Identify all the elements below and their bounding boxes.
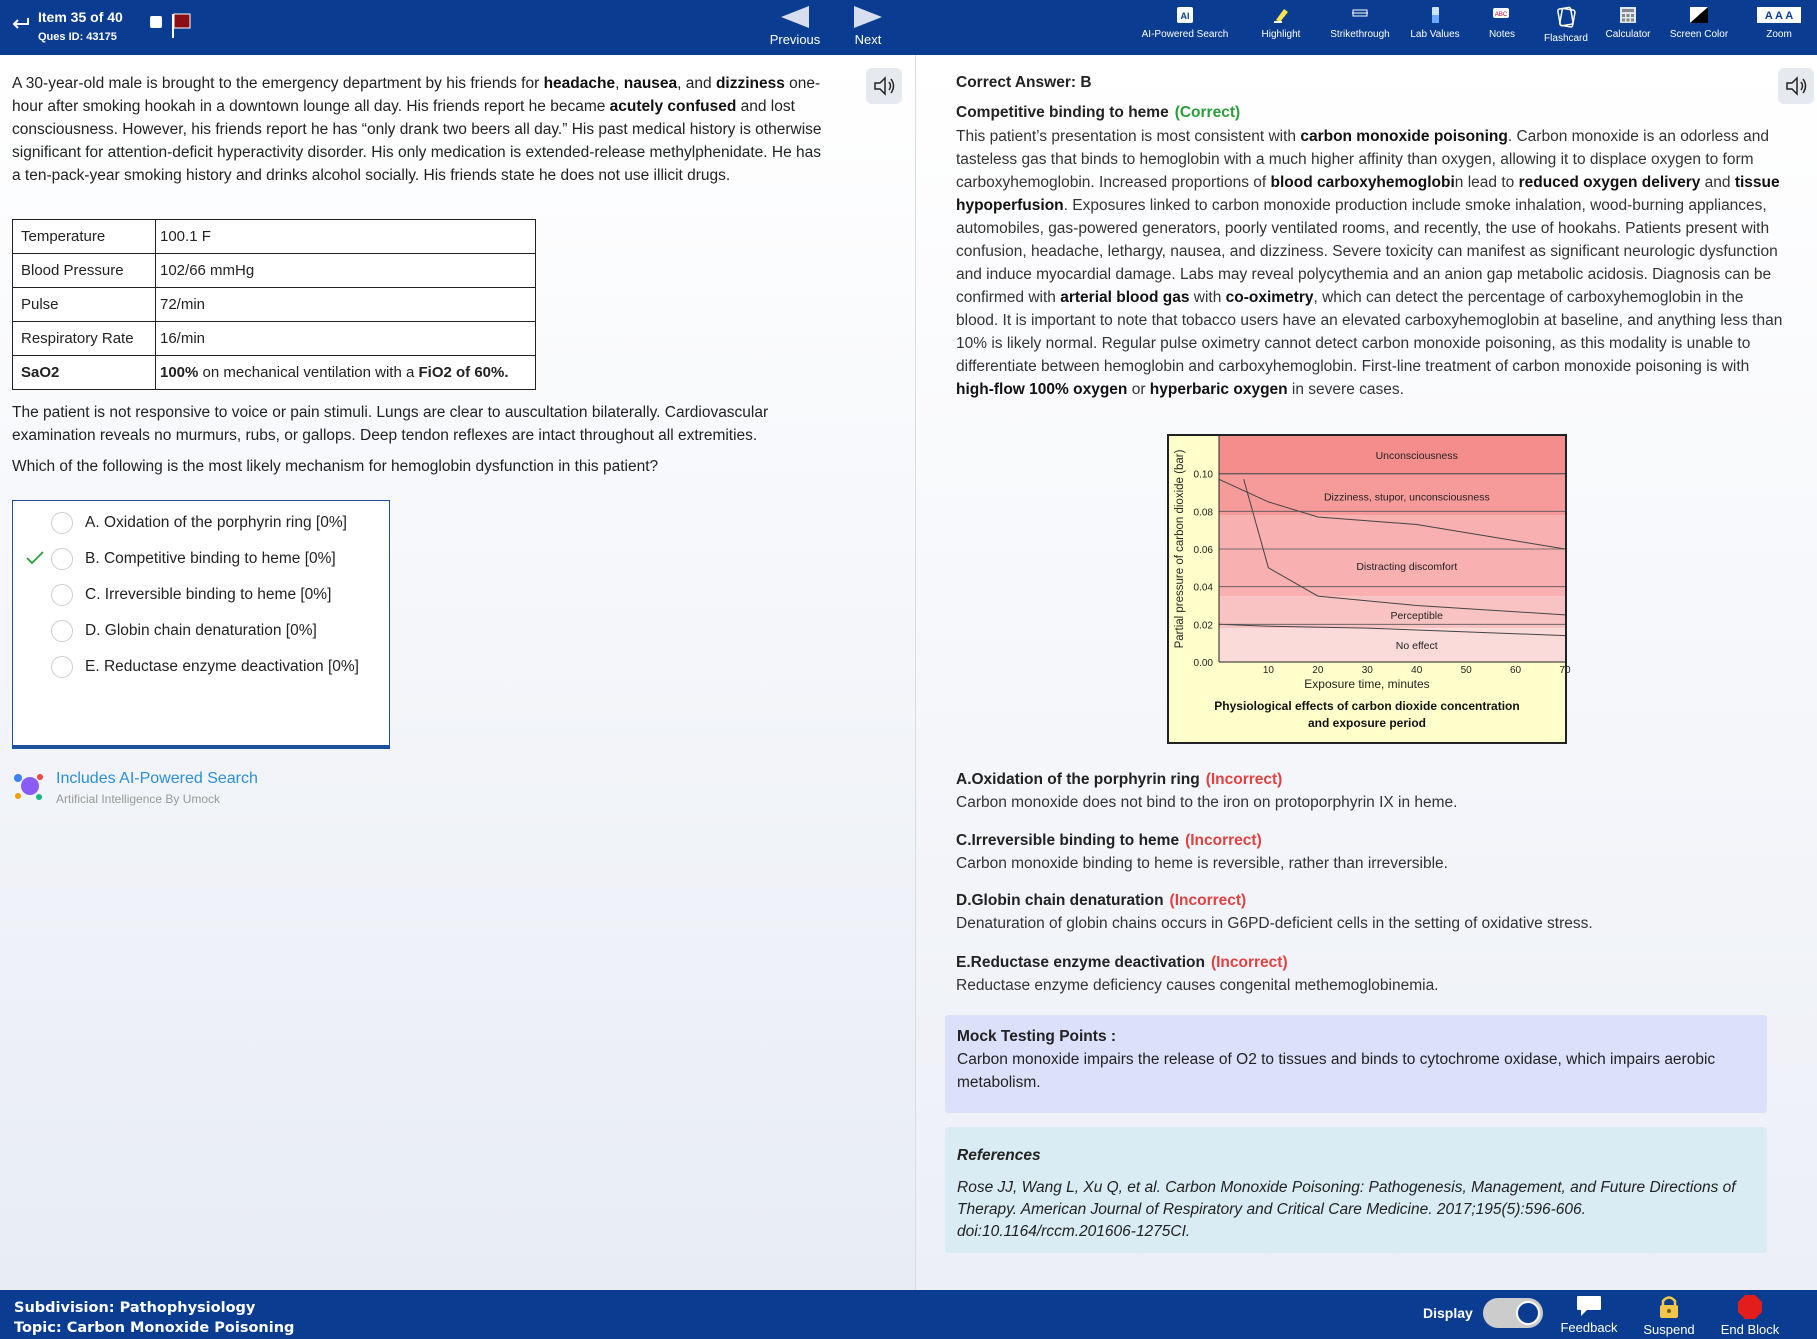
tool-calculator[interactable] bbox=[1602, 6, 1654, 40]
zone-label: No effect bbox=[1395, 640, 1438, 653]
tool-label: Strikethrough bbox=[1330, 29, 1390, 40]
zone-label: Perceptible bbox=[1390, 609, 1443, 622]
previous-button[interactable] bbox=[765, 4, 825, 47]
y-tick-label: 0.08 bbox=[1193, 507, 1213, 519]
topic-label: Topic: Carbon Monoxide Poisoning bbox=[14, 1320, 295, 1336]
display-label: Display bbox=[1423, 1305, 1473, 1321]
references-text: Rose JJ, Wang L, Xu Q, et al. Carbon Monoxide Poisoning: Pathogenesis, Management, and Future Directions of Therapy. American Journal of Respiratory and Critical Care Medicine. 2017;195(5):596-606. doi:10.1164/rccm.201606-1275CI. bbox=[957, 1179, 1736, 1240]
incorrect-text: Reductase enzyme deficiency causes congenital methemoglobinemia. bbox=[956, 977, 1439, 994]
chart-title: and exposure period bbox=[1307, 716, 1427, 730]
display-toggle[interactable] bbox=[1483, 1298, 1543, 1328]
stop-octagon-icon bbox=[1737, 1294, 1763, 1320]
zone-label: Dizziness, stupor, unconsciousness bbox=[1323, 491, 1490, 504]
incorrect-text: Denaturation of globin chains occurs in G6PD-deficient cells in the setting of oxidative stress. bbox=[956, 915, 1593, 932]
y-tick-label: 0.02 bbox=[1193, 620, 1213, 632]
lock-icon bbox=[1656, 1294, 1682, 1320]
incorrect-explanation bbox=[956, 832, 1796, 873]
vital-label: SaO2 bbox=[13, 356, 156, 390]
choice-text: B. Competitive binding to heme [0%] bbox=[85, 550, 336, 567]
choice-c[interactable] bbox=[13, 577, 389, 613]
tool-highlight[interactable] bbox=[1256, 6, 1306, 40]
mock-text: Carbon monoxide impairs the release of O2 to tissues and binds to cytochrome oxidase, which impairs aerobic metabolism. bbox=[957, 1051, 1716, 1091]
tool-label: Calculator bbox=[1605, 29, 1651, 40]
ai-glyph: AI bbox=[1180, 11, 1190, 21]
next-arrow-icon bbox=[852, 4, 884, 30]
explanation-panel bbox=[916, 55, 1817, 1290]
y-tick-label: 0.04 bbox=[1193, 582, 1213, 594]
abc-glyph: ABC bbox=[1494, 12, 1508, 18]
chart-zone bbox=[1219, 515, 1565, 596]
end-block-label: End Block bbox=[1720, 1322, 1780, 1337]
incorrect-badge: (Incorrect) bbox=[1210, 954, 1288, 971]
explanation-audio-button[interactable] bbox=[1778, 68, 1814, 104]
x-tick-label: 30 bbox=[1361, 665, 1373, 676]
co2-effects-chart bbox=[1167, 434, 1571, 744]
tool-zoom[interactable] bbox=[1754, 6, 1804, 40]
vital-value: 16/min bbox=[156, 322, 536, 356]
vital-label: Respiratory Rate bbox=[13, 322, 156, 356]
tool-label: Notes bbox=[1488, 29, 1516, 40]
previous-arrow-icon bbox=[779, 4, 811, 30]
calculator-icon bbox=[1619, 6, 1637, 24]
end-block-button[interactable] bbox=[1710, 1294, 1790, 1337]
next-button[interactable] bbox=[838, 4, 898, 47]
tool-flashcard[interactable] bbox=[1538, 6, 1594, 44]
table-row bbox=[13, 254, 536, 288]
chart-title: Physiological effects of carbon dioxide concentration bbox=[1214, 699, 1520, 713]
zoom-glyph: A A A bbox=[1764, 10, 1794, 22]
incorrect-explanation bbox=[956, 954, 1796, 995]
incorrect-title: E.Reductase enzyme deactivation (Incorrect) bbox=[956, 954, 1288, 971]
vital-value: 100.1 F bbox=[156, 220, 536, 254]
choice-a[interactable] bbox=[13, 505, 389, 541]
subdivision-label: Subdivision: Pathophysiology bbox=[14, 1300, 256, 1316]
vital-label: Blood Pressure bbox=[13, 254, 156, 288]
x-tick-label: 50 bbox=[1460, 665, 1472, 676]
table-row bbox=[13, 288, 536, 322]
item-info bbox=[38, 9, 123, 43]
suspend-label: Suspend bbox=[1643, 1322, 1695, 1337]
incorrect-badge: (Incorrect) bbox=[1185, 832, 1262, 849]
tool-label: Highlight bbox=[1261, 29, 1301, 40]
ai-logo-icon bbox=[12, 770, 46, 804]
top-toolbar bbox=[0, 0, 1817, 55]
answer-choices bbox=[12, 500, 390, 749]
x-tick-label: 60 bbox=[1510, 665, 1522, 676]
notes-icon bbox=[1491, 6, 1513, 24]
tool-label: AI-Powered Search bbox=[1141, 29, 1229, 40]
strikethrough-icon bbox=[1351, 6, 1369, 24]
y-tick-label: 0.10 bbox=[1193, 469, 1213, 481]
choice-text: C. Irreversible binding to heme [0%] bbox=[85, 586, 332, 603]
radio-button[interactable] bbox=[51, 512, 73, 534]
vital-value: 100% on mechanical ventilation with a FiO2 of 60%. bbox=[156, 356, 536, 390]
question-audio-button[interactable] bbox=[866, 68, 902, 104]
choice-d[interactable] bbox=[13, 613, 389, 649]
screen-color-icon bbox=[1689, 6, 1709, 24]
tool-label: Lab Values bbox=[1410, 29, 1460, 40]
incorrect-text: Carbon monoxide binding to heme is reversible, rather than irreversible. bbox=[956, 855, 1448, 872]
vitals-table bbox=[12, 219, 536, 390]
incorrect-title: A.Oxidation of the porphyrin ring (Incorrect) bbox=[956, 771, 1283, 788]
question-panel bbox=[0, 55, 915, 1290]
y-axis-label: Partial pressure of carbon dioxide (bar) bbox=[1174, 449, 1186, 649]
choice-text: D. Globin chain denaturation [0%] bbox=[85, 622, 317, 639]
correct-badge: (Correct) bbox=[1174, 104, 1241, 121]
tool-lab-values[interactable] bbox=[1407, 6, 1463, 40]
checkmark-icon bbox=[25, 549, 45, 567]
y-tick-label: 0.00 bbox=[1193, 658, 1213, 669]
tool-label: Zoom bbox=[1766, 29, 1792, 40]
item-counter: Item 35 of 40 bbox=[38, 9, 123, 25]
x-tick-label: 70 bbox=[1559, 665, 1571, 676]
mock-testing-points bbox=[945, 1015, 1767, 1113]
bottom-toolbar bbox=[0, 1290, 1817, 1339]
ai-promo-subtitle: Artificial Intelligence By Umock bbox=[56, 792, 221, 806]
flashcard-icon bbox=[1554, 6, 1578, 28]
ai-promo-title: Includes AI-Powered Search bbox=[56, 770, 258, 787]
incorrect-title: C.Irreversible binding to heme (Incorrect) bbox=[956, 832, 1262, 849]
ai-icon bbox=[1176, 6, 1194, 24]
choice-text: A. Oxidation of the porphyrin ring [0%] bbox=[85, 514, 347, 531]
previous-label: Previous bbox=[769, 32, 821, 47]
toggle-knob bbox=[1516, 1301, 1540, 1325]
tool-notes[interactable] bbox=[1482, 6, 1522, 40]
tool-ai-search[interactable] bbox=[1138, 6, 1232, 40]
tool-label: Screen Color bbox=[1669, 29, 1729, 40]
choice-text: E. Reductase enzyme deactivation [0%] bbox=[85, 658, 359, 675]
references bbox=[945, 1127, 1767, 1253]
choice-e[interactable] bbox=[13, 649, 389, 685]
vital-label: Pulse bbox=[13, 288, 156, 322]
vital-value: 102/66 mmHg bbox=[156, 254, 536, 288]
tool-screen-color[interactable] bbox=[1666, 6, 1732, 40]
exam-findings: The patient is not responsive to voice or pain stimuli. Lungs are clear to auscultation bilaterally. Cardiovascular examination reveals no murmurs, rubs, or gallops. Deep tendon reflexes are intact throughout all extremities. bbox=[12, 404, 769, 444]
incorrect-title: D.Globin chain denaturation (Incorrect) bbox=[956, 892, 1247, 909]
x-tick-label: 20 bbox=[1312, 665, 1324, 676]
table-row bbox=[13, 220, 536, 254]
incorrect-explanation bbox=[956, 771, 1796, 812]
feedback-chat-icon bbox=[1575, 1294, 1603, 1318]
feedback-label: Feedback bbox=[1560, 1320, 1618, 1335]
question-id: Ques ID: 43175 bbox=[38, 31, 117, 43]
speaker-icon bbox=[1785, 76, 1809, 96]
question-prompt: Which of the following is the most likely mechanism for hemoglobin dysfunction in this patient? bbox=[12, 458, 659, 475]
references-title: References bbox=[957, 1147, 1041, 1164]
vital-value: 72/min bbox=[156, 288, 536, 322]
choice-b[interactable] bbox=[13, 541, 389, 577]
suspend-button[interactable] bbox=[1636, 1294, 1702, 1337]
table-row bbox=[13, 322, 536, 356]
tool-label: Flashcard bbox=[1544, 33, 1588, 44]
incorrect-explanation bbox=[956, 892, 1796, 933]
answer-title: Competitive binding to heme (Correct) bbox=[956, 104, 1241, 121]
correct-answer: Correct Answer: B bbox=[956, 74, 1092, 91]
flag-icon[interactable] bbox=[170, 12, 192, 38]
x-axis-label: Exposure time, minutes bbox=[1304, 677, 1430, 691]
incorrect-badge: (Incorrect) bbox=[1169, 892, 1247, 909]
lab-flask-icon bbox=[1426, 6, 1444, 24]
mock-title: Mock Testing Points : bbox=[957, 1028, 1117, 1045]
speaker-icon bbox=[873, 76, 897, 96]
radio-button[interactable] bbox=[51, 620, 73, 642]
topic-info bbox=[14, 1298, 294, 1338]
feedback-button[interactable] bbox=[1556, 1294, 1622, 1335]
incorrect-text: Carbon monoxide does not bind to the iron on protoporphyrin IX in heme. bbox=[956, 794, 1458, 811]
question-stem: A 30-year-old male is brought to the emergency department by his friends for headache, nausea, and dizziness one-hour after smoking hookah in a downtown lounge all day. His friends report he became acutely confused and lost consciousness. However, his friends report he has “only drank two beers all day.” His past medical history is otherwise significant for attention-deficit hyperactivity disorder. His only medication is extended-release methylphenidate. He has a ten-pack-year smoking history and drinks alcohol socially. His friends state he does not use illicit drugs. bbox=[12, 75, 822, 184]
x-tick-label: 40 bbox=[1411, 665, 1423, 676]
radio-button[interactable] bbox=[51, 656, 73, 678]
tool-strikethrough[interactable] bbox=[1327, 6, 1393, 40]
y-tick-label: 0.06 bbox=[1193, 545, 1213, 556]
zone-label: Unconsciousness bbox=[1375, 449, 1458, 462]
highlighter-icon bbox=[1272, 6, 1290, 24]
next-label: Next bbox=[854, 32, 882, 47]
radio-button[interactable] bbox=[51, 548, 73, 570]
mark-checkbox[interactable] bbox=[150, 16, 162, 28]
x-tick-label: 10 bbox=[1262, 665, 1274, 676]
back-arrow-icon[interactable] bbox=[8, 12, 32, 36]
zone-label: Distracting discomfort bbox=[1356, 560, 1458, 573]
vital-label: Temperature bbox=[13, 220, 156, 254]
zoom-icon bbox=[1756, 6, 1802, 24]
radio-button[interactable] bbox=[51, 584, 73, 606]
table-row bbox=[13, 356, 536, 390]
explanation-text: This patient’s presentation is most consistent with carbon monoxide poisoning. Carbon monoxide is an odorless and tasteless gas that binds to hemoglobin with a much higher affinity than oxygen, allowing it to displace oxygen to form carboxyhemoglobin. Increased proportions of blood carboxyhemoglobin lead to reduced oxygen delivery and tissue hypoperfusion. Exposures linked to carbon monoxide production include smoke inhalation, wood-burning appliances, automobiles, gas-powered generators, poorly ventilated rooms, and recently, the use of hookahs. Patients present with confusion, headache, lethargy, nausea, and dizziness. Severe toxicity can manifest as significant neurologic dysfunction and induce myocardial damage. Labs may reveal polycythemia and an anion gap metabolic acidosis. Diagnosis can be confirmed with arterial blood gas with co-oximetry, which can detect the percentage of carboxyhemoglobin in the blood. It is important to note that tobacco users have an elevated carboxyhemoglobin at baseline, and anything less than 10% is likely normal. Regular pulse oximetry cannot detect carbon monoxide poisoning, as this modality is unable to differentiate between hemoglobin and carboxyhemoglobin. First-line treatment of carbon monoxide poisoning is with high-flow 100% oxygen or hyperbaric oxygen in severe cases. bbox=[956, 128, 1783, 398]
incorrect-badge: (Incorrect) bbox=[1205, 771, 1283, 788]
